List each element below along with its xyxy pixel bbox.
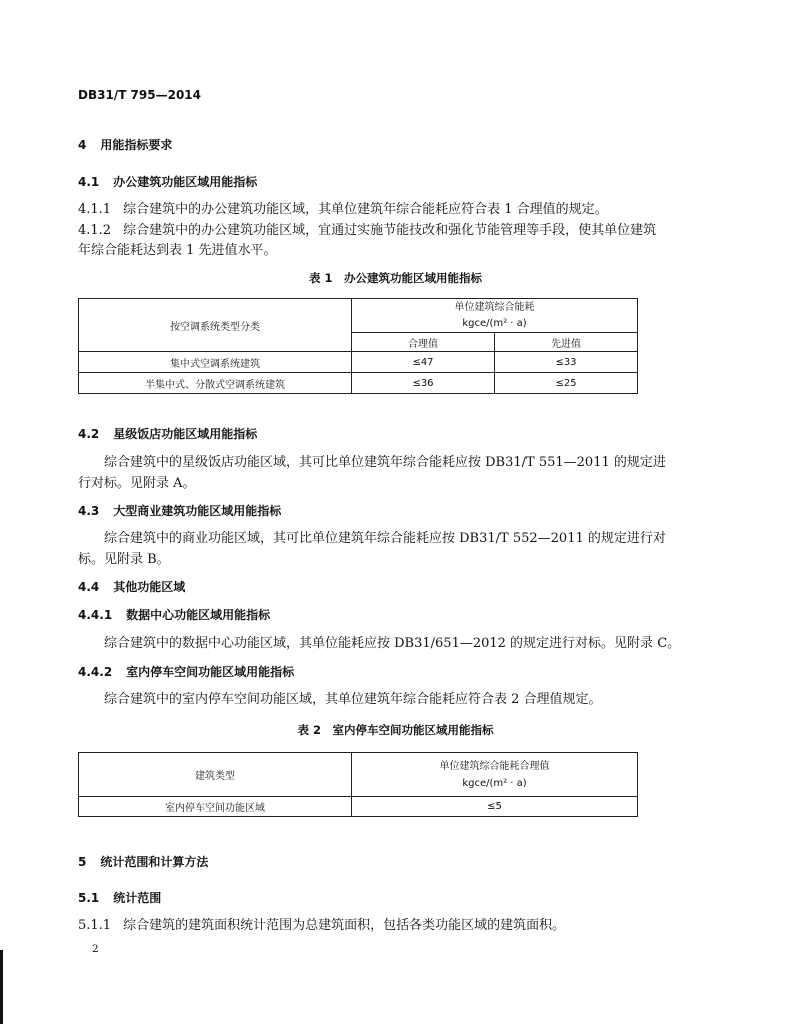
section-title: 星级饭店功能区域用能指标 [113, 427, 258, 441]
header-line1: 单位建筑综合能耗 [454, 301, 535, 313]
table-2-header-value [352, 753, 638, 797]
section-number: 4.2 [78, 427, 100, 441]
clause-text: 综合建筑中的办公建筑功能区域，其单位建筑年综合能耗应符合表 1 合理值的规定。 [123, 202, 608, 217]
section-number: 4 [78, 138, 87, 152]
table-2-caption: 表 2 室内停车空间功能区域用能指标 [297, 723, 494, 737]
doc-code: DB31/T 795—2014 [78, 88, 201, 102]
section-title: 数据中心功能区域用能指标 [126, 608, 271, 622]
section-number: 4.4.2 [78, 665, 113, 679]
table-1-caption: 表 1 办公建筑功能区域用能指标 [308, 271, 482, 285]
section-number: 5 [78, 855, 87, 869]
section-title: 统计范围 [113, 891, 162, 905]
header-line1: 单位建筑综合能耗合理值 [439, 760, 550, 772]
header-line2: kgce/(m² · a) [462, 777, 527, 789]
table-cell-advanced: ≤25 [495, 373, 638, 394]
clause-4-1-2-line2: 年综合能耗达到表 1 先进值水平。 [78, 243, 277, 258]
section-4-4-1-text: 综合建筑中的数据中心功能区域，其单位能耗应按 DB31/651—2012 的规定进行对标。见附录 C。 [104, 636, 681, 651]
section-4-3-line1: 综合建筑中的商业功能区域，其可比单位建筑年综合能耗应按 DB31/T 552—2011 的规定进行对 [104, 531, 666, 546]
table-row [79, 797, 638, 817]
table-1-header-classify: 按空调系统类型分类 [79, 299, 352, 352]
clause-number: 4.1.1 [78, 202, 112, 217]
clause-4-1-2-line1 [78, 224, 656, 237]
table-cell-advanced: ≤33 [495, 352, 638, 373]
clause-text: 综合建筑中的办公建筑功能区域，宜通过实施节能技改和强化节能管理等手段，使其单位建筑 [123, 223, 657, 238]
section-4-2-line2: 行对标。见附录 A。 [78, 476, 196, 491]
clause-5-1-1 [78, 919, 565, 932]
table-row [79, 352, 638, 373]
table-1-header-reasonable: 合理值 [352, 333, 495, 352]
section-4-4-1-heading [78, 609, 270, 621]
table-cell-value: ≤5 [352, 797, 638, 817]
section-number: 4.4 [78, 580, 100, 594]
table-row [79, 373, 638, 394]
table-cell-reasonable: ≤36 [352, 373, 495, 394]
section-4-2-line1: 综合建筑中的星级饭店功能区域，其可比单位建筑年综合能耗应按 DB31/T 551—2011 的规定进 [104, 455, 666, 470]
section-4-2-heading [78, 428, 257, 440]
section-4-heading [78, 139, 172, 151]
table-1-header-advanced: 先进值 [495, 333, 638, 352]
clause-number: 4.1.2 [78, 223, 112, 238]
section-4-4-2-heading [78, 666, 294, 678]
table-1-header-group [352, 299, 638, 333]
clause-text: 综合建筑的建筑面积统计范围为总建筑面积，包括各类功能区域的建筑面积。 [123, 918, 566, 933]
section-title: 办公建筑功能区域用能指标 [113, 175, 258, 189]
scan-edge [0, 950, 3, 1024]
table-2 [78, 752, 638, 817]
page-number: 2 [92, 943, 99, 955]
section-title: 统计范围和计算方法 [100, 855, 209, 869]
section-title: 用能指标要求 [100, 138, 173, 152]
section-number: 4.4.1 [78, 608, 113, 622]
clause-number: 5.1.1 [78, 918, 112, 933]
section-4-1-heading [78, 176, 257, 188]
header-line2: kgce/(m² · a) [462, 317, 527, 329]
table-2-header-type: 建筑类型 [79, 753, 352, 797]
section-number: 4.1 [78, 175, 100, 189]
table-1 [78, 298, 638, 394]
section-4-4-2-text: 综合建筑中的室内停车空间功能区域，其单位建筑年综合能耗应符合表 2 合理值规定。 [104, 692, 602, 707]
section-title: 大型商业建筑功能区域用能指标 [113, 504, 282, 518]
section-4-4-heading [78, 581, 185, 593]
table-cell-type: 室内停车空间功能区域 [79, 797, 352, 817]
section-number: 5.1 [78, 891, 100, 905]
section-title: 室内停车空间功能区域用能指标 [126, 665, 295, 679]
table-cell-type: 集中式空调系统建筑 [79, 352, 352, 373]
clause-4-1-1 [78, 203, 608, 216]
section-5-heading [78, 856, 208, 868]
section-title: 其他功能区域 [113, 580, 186, 594]
section-number: 4.3 [78, 504, 100, 518]
section-4-3-heading [78, 505, 281, 517]
section-5-1-heading [78, 892, 161, 904]
section-4-3-line2: 标。见附录 B。 [78, 552, 170, 567]
table-cell-reasonable: ≤47 [352, 352, 495, 373]
table-cell-type: 半集中式、分散式空调系统建筑 [79, 373, 352, 394]
